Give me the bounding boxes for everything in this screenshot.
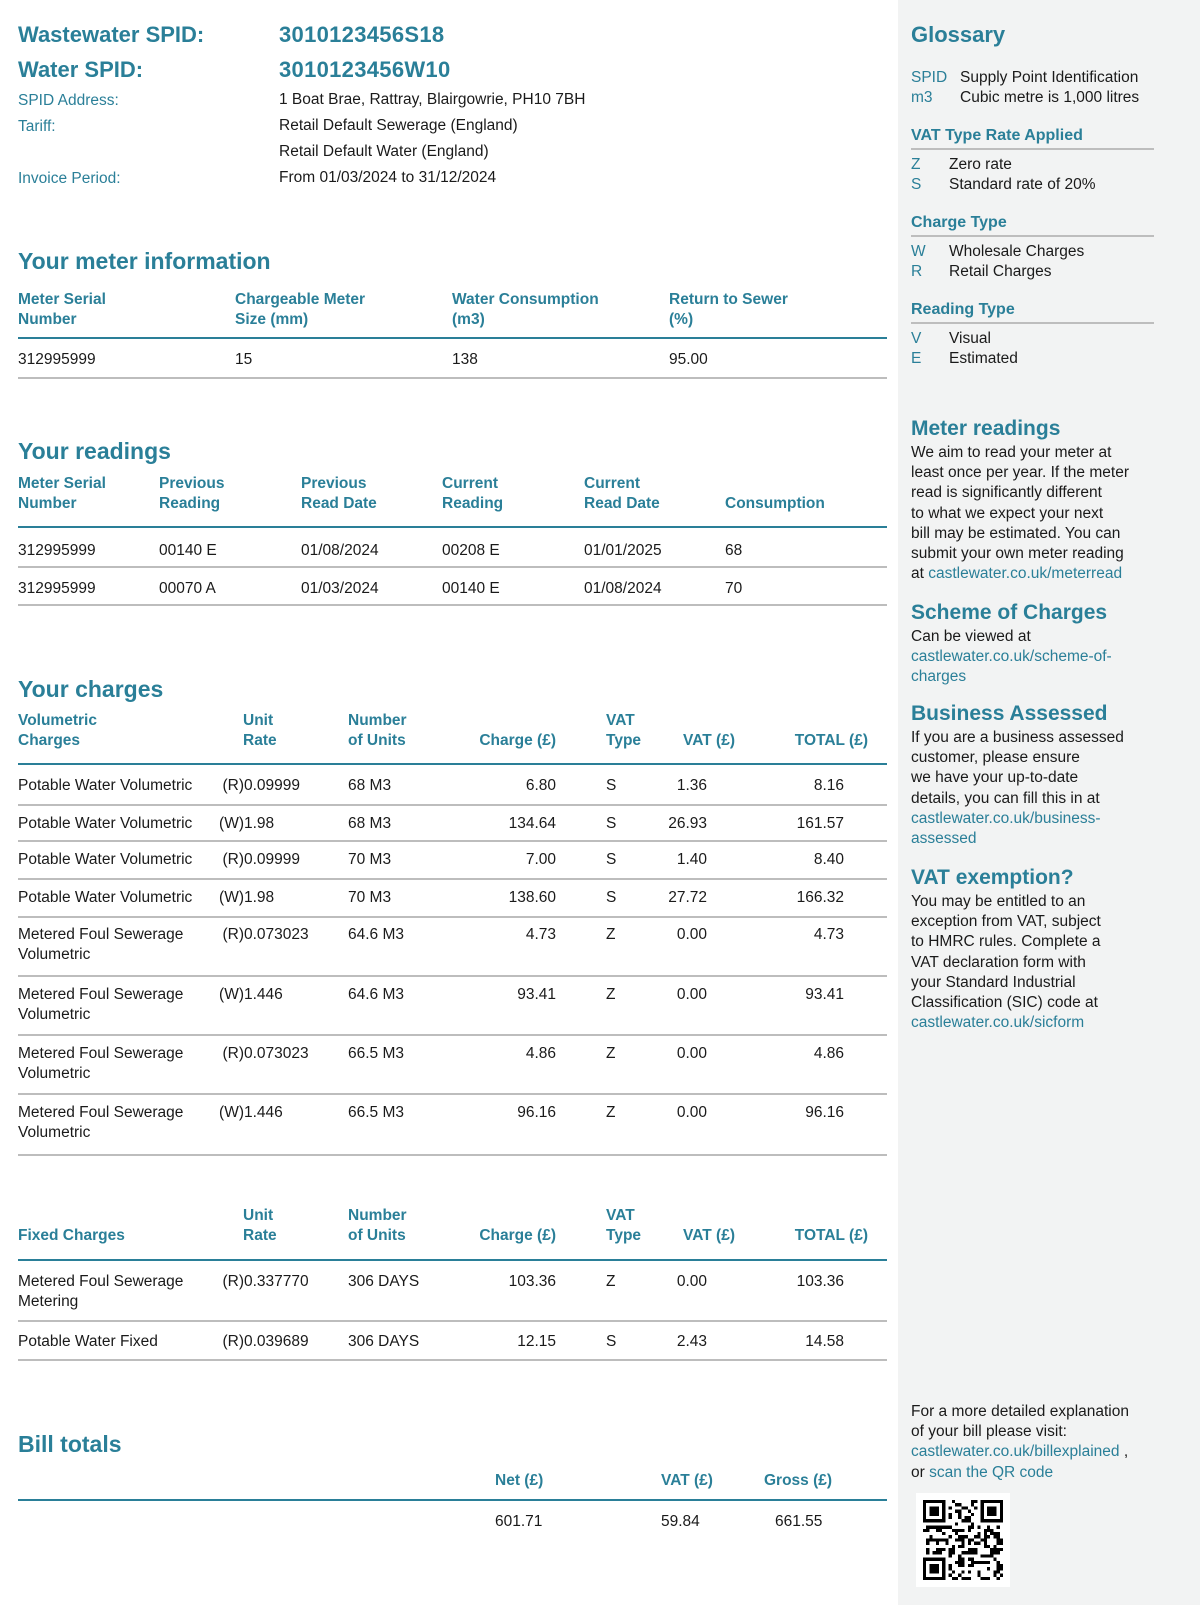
table-header: Number of Units: [348, 1207, 407, 1244]
charge-rate: 0.039689: [244, 1333, 309, 1350]
glossary-rule: [911, 322, 1154, 324]
table-header: VAT (£): [683, 1227, 735, 1244]
charge-charge: 4.86: [525, 1045, 556, 1062]
charge-row-rule: [18, 1093, 887, 1095]
business-assessed-text: If you are a business assessed customer, please ensure we have your up-to-date details, you can fill this in at castlewater.co.uk/business- assessed: [911, 728, 1196, 849]
glossary-text: Cubic metre is 1,000 litres: [960, 89, 1140, 106]
charge-vat-type: S: [606, 851, 617, 868]
vat-value: 59.84: [661, 1513, 700, 1530]
charge-total: 4.73: [813, 926, 844, 943]
meter-info-cell: 312995999: [18, 351, 96, 368]
tariff-value-1: Retail Default Sewerage (England): [279, 117, 518, 134]
charge-total: 8.40: [813, 851, 844, 868]
wastewater-spid-value: 3010123456S18: [279, 22, 445, 47]
charge-rate: 0.337770: [244, 1273, 309, 1290]
charge-vat-type: Z: [606, 1273, 616, 1290]
charge-total: 14.58: [805, 1333, 844, 1350]
readings-cell: 00140 E: [159, 542, 217, 559]
charge-description: Metered Foul Sewerage Volumetric: [18, 986, 184, 1023]
table-header: Previous Read Date: [301, 475, 377, 512]
charge-vat-type: Z: [606, 1045, 616, 1062]
table-header: Consumption: [725, 495, 825, 512]
glossary-rule: [911, 235, 1154, 237]
business-assessed-link[interactable]: castlewater.co.uk/business- assessed: [911, 809, 1101, 848]
charge-description: Potable Water Volumetric: [18, 815, 193, 832]
glossary-code: m3: [911, 89, 933, 106]
table-header: Previous Reading: [159, 475, 225, 512]
charge-charge: 93.41: [517, 986, 556, 1003]
meter-readings-text: We aim to read your meter at least once per year. If the meter read is significantly different to what we expect your next bill may be estimated. You can submit your own meter reading at castlewater.co.uk/meterread: [911, 444, 1129, 583]
charge-units: 66.5 M3: [348, 1045, 405, 1062]
charge-rate: 1.98: [244, 889, 275, 906]
charge-row-rule: [18, 1320, 887, 1322]
glossary-text: Retail Charges: [949, 263, 1052, 280]
charge-row-rule: [18, 1034, 887, 1036]
charge-units: 306 DAYS: [348, 1333, 420, 1350]
charge-rate: 1.446: [244, 1104, 283, 1121]
meter-readings-title: Meter readings: [911, 417, 1061, 440]
table-header: Number of Units: [348, 712, 407, 749]
business-assessed-title: Business Assessed: [911, 702, 1108, 725]
charge-rate: 0.09999: [244, 851, 301, 868]
fixed-rule: [18, 1259, 887, 1261]
charge-units: 64.6 M3: [348, 986, 405, 1003]
glossary-title: Glossary: [911, 22, 1006, 47]
table-header: Current Reading: [442, 475, 504, 512]
reading-type-title: Reading Type: [911, 301, 1015, 318]
readings-cell: 01/08/2024: [584, 580, 662, 597]
charge-units: 68 M3: [348, 777, 392, 794]
table-header: TOTAL (£): [794, 1227, 868, 1244]
readings-rule: [18, 526, 887, 528]
readings-cell: 00208 E: [442, 542, 500, 559]
charge-units: 70 M3: [348, 889, 392, 906]
glossary-text: Visual: [949, 330, 991, 347]
charge-type: (R): [222, 777, 244, 794]
charge-units: 68 M3: [348, 815, 392, 832]
charge-vat-type: S: [606, 1333, 617, 1350]
readings-row-rule: [18, 566, 887, 568]
charge-row-rule: [18, 804, 887, 806]
meter-info-header: Meter Serial Number: [18, 291, 106, 328]
scheme-text: Can be viewed at castlewater.co.uk/scheme-of- charges: [911, 627, 1196, 688]
table-header: Charge (£): [479, 732, 556, 749]
table-header: Unit Rate: [243, 1207, 277, 1244]
bill-explained-link[interactable]: castlewater.co.uk/billexplained: [911, 1443, 1120, 1461]
charge-charge: 4.73: [525, 926, 556, 943]
charge-row-rule: [18, 916, 887, 918]
charge-vat-type: S: [606, 815, 617, 832]
charge-vat: 27.72: [668, 889, 707, 906]
gross-value: 661.55: [775, 1513, 823, 1530]
charge-total: 8.16: [813, 777, 844, 794]
charge-rate: 0.09999: [244, 777, 301, 794]
charge-description: Potable Water Fixed: [18, 1333, 158, 1350]
charge-description: Potable Water Volumetric: [18, 851, 193, 868]
charge-vat: 2.43: [676, 1333, 707, 1350]
scheme-title: Scheme of Charges: [911, 601, 1108, 624]
vat-type-title: VAT Type Rate Applied: [911, 127, 1083, 144]
charge-units: 64.6 M3: [348, 926, 405, 943]
qr-code-icon: [923, 1500, 1003, 1580]
readings-cell: 01/01/2025: [584, 542, 662, 559]
charge-type: (W): [219, 1104, 244, 1121]
charge-charge: 138.60: [508, 889, 556, 906]
table-header: VAT Type: [606, 1207, 642, 1244]
charge-charge: 7.00: [525, 851, 556, 868]
charge-vat-type: S: [606, 889, 617, 906]
readings-cell: 01/03/2024: [301, 580, 379, 597]
readings-cell: 68: [725, 542, 743, 559]
meter-info-header: Return to Sewer (%): [669, 291, 788, 328]
wastewater-spid-label: Wastewater SPID:: [18, 22, 205, 47]
table-header: VAT Type: [606, 712, 642, 749]
charge-vat: 0.00: [676, 1273, 707, 1290]
charge-charge: 12.15: [517, 1333, 556, 1350]
scan-qr-link[interactable]: scan the QR code: [929, 1463, 1054, 1481]
charge-type: (W): [219, 815, 244, 832]
glossary-code: W: [911, 243, 926, 260]
water-spid-label: Water SPID:: [18, 57, 144, 82]
volumetric-rule: [18, 763, 887, 765]
charge-type: (R): [222, 851, 244, 868]
charge-charge: 103.36: [508, 1273, 556, 1290]
charge-units: 306 DAYS: [348, 1273, 420, 1290]
meter-info-header: Water Consumption (m3): [452, 291, 599, 328]
table-header: Fixed Charges: [18, 1227, 125, 1244]
charge-description: Metered Foul Sewerage Volumetric: [18, 1045, 184, 1082]
readings-cell: 00070 A: [159, 580, 216, 597]
charge-vat: 26.93: [668, 815, 707, 832]
meter-info-cell: 138: [452, 351, 478, 368]
glossary-code: Z: [911, 156, 921, 173]
charge-units: 66.5 M3: [348, 1104, 405, 1121]
meter-info-row-rule: [18, 377, 887, 379]
charge-type: (R): [222, 1333, 244, 1350]
charge-charge: 96.16: [517, 1104, 556, 1121]
table-header: VAT (£): [683, 732, 735, 749]
table-header: Current Read Date: [584, 475, 660, 512]
readings-cell: 312995999: [18, 580, 96, 597]
charge-units: 70 M3: [348, 851, 392, 868]
sicform-link[interactable]: castlewater.co.uk/sicform: [911, 1014, 1085, 1032]
table-header: TOTAL (£): [794, 732, 868, 749]
meter-info-cell: 95.00: [669, 351, 708, 368]
charge-total: 93.41: [805, 986, 844, 1003]
meterread-link[interactable]: castlewater.co.uk/meterread: [928, 565, 1123, 583]
charge-total: 161.57: [796, 815, 844, 832]
charge-charge: 134.64: [508, 815, 556, 832]
address-value: 1 Boat Brae, Rattray, Blairgowrie, PH10 7BH: [279, 91, 586, 108]
glossary-rule: [911, 148, 1154, 150]
meter-info-rule: [18, 337, 887, 339]
readings-cell: 01/08/2024: [301, 542, 379, 559]
charge-type: (R): [222, 1045, 244, 1062]
charge-vat-type: Z: [606, 986, 616, 1003]
charge-rate: 1.98: [244, 815, 275, 832]
glossary-code: V: [911, 330, 922, 347]
glossary-code: R: [911, 263, 923, 280]
vat-exemption-text: You may be entitled to an exception from VAT, subject to HMRC rules. Complete a VAT declaration form with your Standard Industrial Classification (SIC) code at castlewater.co.uk/sicform: [911, 892, 1196, 1033]
charge-vat-type: Z: [606, 926, 616, 943]
charge-vat: 0.00: [676, 1104, 707, 1121]
charge-type-title: Charge Type: [911, 214, 1007, 231]
charge-type: (R): [222, 926, 244, 943]
charge-rate: 1.446: [244, 986, 283, 1003]
charge-charge: 6.80: [525, 777, 556, 794]
bill-explained-text: For a more detailed explanation of your bill please visit: castlewater.co.uk/billexplained , or scan the QR code: [911, 1403, 1129, 1481]
charge-type: (W): [219, 986, 244, 1003]
charge-description: Metered Foul Sewerage Metering: [18, 1273, 184, 1310]
charge-total: 4.86: [813, 1045, 844, 1062]
glossary-code: S: [911, 176, 922, 193]
tariff-label: Tariff:: [18, 118, 56, 135]
readings-cell: 312995999: [18, 542, 96, 559]
charge-description: Potable Water Volumetric: [18, 889, 193, 906]
charge-description: Potable Water Volumetric: [18, 777, 193, 794]
meter-info-header: Chargeable Meter Size (mm): [235, 291, 366, 328]
readings-title: Your readings: [18, 438, 171, 464]
charge-vat-type: S: [606, 777, 617, 794]
readings-cell: 00140 E: [442, 580, 500, 597]
glossary-code: E: [911, 350, 922, 367]
glossary-code: SPID: [911, 69, 948, 86]
charge-description: Metered Foul Sewerage Volumetric: [18, 1104, 184, 1141]
charge-vat: 1.40: [676, 851, 707, 868]
invoice-period-label: Invoice Period:: [18, 170, 121, 187]
table-header: Unit Rate: [243, 712, 277, 749]
net-label: Net (£): [495, 1472, 544, 1489]
charge-description: Metered Foul Sewerage Volumetric: [18, 926, 184, 963]
glossary-text: Wholesale Charges: [949, 243, 1085, 260]
glossary-sidebar: [898, 0, 1200, 1605]
charge-total: 103.36: [796, 1273, 844, 1290]
vat-exemption-title: VAT exemption?: [911, 866, 1074, 889]
tariff-value-2: Retail Default Water (England): [279, 143, 489, 160]
charge-row-rule: [18, 840, 887, 842]
glossary-text: Standard rate of 20%: [949, 176, 1096, 193]
table-header: Volumetric Charges: [18, 712, 97, 749]
totals-rule: [18, 1499, 887, 1501]
charge-row-rule: [18, 1154, 887, 1156]
readings-cell: 70: [725, 580, 743, 597]
charges-title: Your charges: [18, 676, 164, 702]
glossary-text: Supply Point Identification: [960, 69, 1139, 86]
charge-vat: 0.00: [676, 926, 707, 943]
charge-vat: 1.36: [676, 777, 707, 794]
glossary-text: Estimated: [949, 350, 1018, 367]
bill-totals-title: Bill totals: [18, 1431, 122, 1457]
meter-info-cell: 15: [235, 351, 253, 368]
charge-vat: 0.00: [676, 986, 707, 1003]
charge-row-rule: [18, 878, 887, 880]
charge-total: 96.16: [805, 1104, 844, 1121]
glossary-text: Zero rate: [949, 156, 1012, 173]
invoice-period-value: From 01/03/2024 to 31/12/2024: [279, 169, 497, 186]
charge-row-rule: [18, 975, 887, 977]
readings-row-rule: [18, 604, 887, 606]
charge-rate: 0.073023: [244, 926, 309, 943]
charge-total: 166.32: [796, 889, 844, 906]
address-label: SPID Address:: [18, 92, 119, 109]
meter-info-title: Your meter information: [18, 248, 271, 274]
gross-label: Gross (£): [764, 1472, 833, 1489]
charge-vat: 0.00: [676, 1045, 707, 1062]
charge-rate: 0.073023: [244, 1045, 309, 1062]
net-value: 601.71: [495, 1513, 543, 1530]
qr-code[interactable]: [916, 1493, 1010, 1587]
charge-vat-type: Z: [606, 1104, 616, 1121]
table-header: Meter Serial Number: [18, 475, 106, 512]
table-header: Charge (£): [479, 1227, 556, 1244]
charge-row-rule: [18, 1359, 887, 1361]
charge-type: (W): [219, 889, 244, 906]
water-spid-value: 3010123456W10: [279, 57, 451, 82]
charge-type: (R): [222, 1273, 244, 1290]
bill-main: [18, 0, 888, 1605]
scheme-link[interactable]: castlewater.co.uk/scheme-of- charges: [911, 648, 1112, 686]
vat-label: VAT (£): [661, 1472, 713, 1489]
